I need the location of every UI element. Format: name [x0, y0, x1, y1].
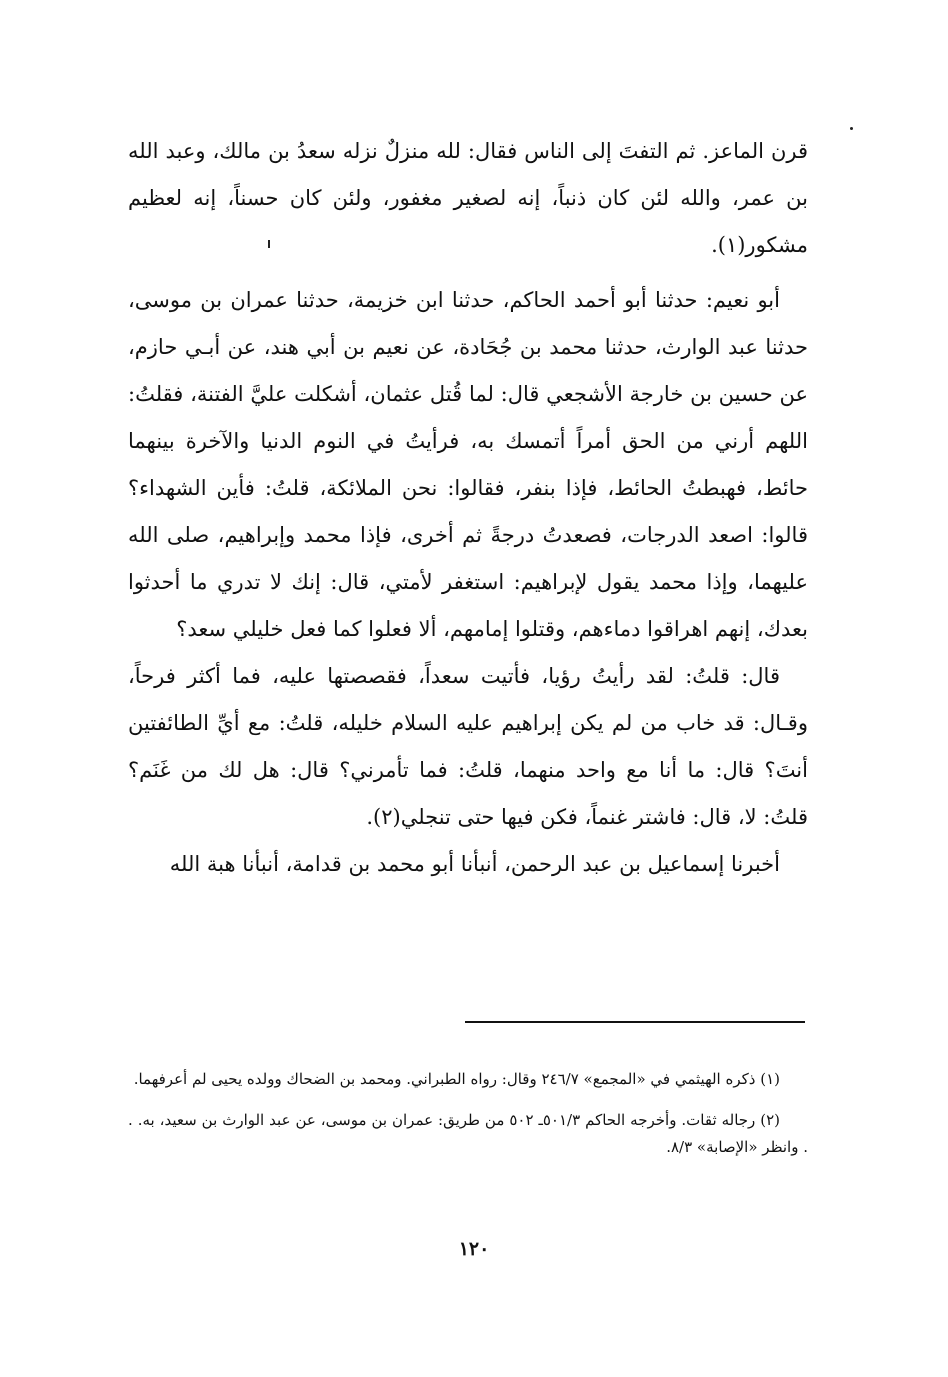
main-text: [128, 128, 808, 888]
footnote-1: (١) ذكره الهيثمي في «المجمع» ٢٤٦/٧ وقال: رواه الطبراني. ومحمد بن الضحاك وولده يحيى لم أعرفهما.: [133, 1070, 780, 1088]
footnotes: [128, 1066, 808, 1175]
paragraph-2: أبو نعيم: حدثنا أبو أحمد الحاكم، حدثنا ابن خزيمة، حدثنا عمران بن موسى، حدثنا عبد الوارث، حدثنا محمد بن جُحَادة، عن نعيم بن أبي هند، عن أبـي حازم، عن حسين بن خارجة الأشجعي قال: لما قُتل عثمان، أشكلت عليَّ الفتنة، فقلتُ: اللهم أرني من الحق أمراً أتمسك به، فرأيتُ في النوم الدنيا والآخرة بينهما حائط، فهبطتُ الحائط، فإذا بنفر، فقالوا: نحن الملائكة، قلتُ: فأين الشهداء؟ قالوا: اصعد الدرجات، فصعدتُ درجةً ثم أخرى، فإذا محمد وإبراهيم، صلى الله عليهما، وإذا محمد يقول لإبراهيم: استغفر لأمتي، قال: إنك لا تدري ما أحدثوا بعدك، إنهم اهراقوا دماءهم، وقتلوا إمامهم، ألا فعلوا كما فعل خليلي سعد؟: [128, 288, 808, 641]
paragraph-3: قال: قلتُ: لقد رأيتُ رؤيا، فأتيت سعداً، فقصصتها عليه، فما أكثر فرحاً، وقـال: قد خاب من لم يكن إبراهيم عليه السلام خليله، قلتُ: مع أيِّ الطائفتين أنتَ؟ قال: ما أنا مع واحد منهما، قلتُ: فما تأمرني؟ قال: هل لك من غَنَم؟ قلتُ: لا، قال: فاشتر غنماً، فكن فيها حتى تنجلي(٢).: [128, 664, 808, 829]
footnote-separator: [465, 1021, 805, 1023]
paragraph-4: أخبرنا إسماعيل بن عبد الرحمن، أنبأنا أبو محمد بن قدامة، أنبأنا هبة الله: [169, 852, 780, 876]
page-number: ١٢٠: [458, 1238, 490, 1260]
paragraph-1: قرن الماعز. ثم التفتَ إلى الناس فقال: لله منزلٌ نزله سعدُ بن مالك، وعبد الله بن عمر، والله لئن كان ذنباً، إنه لصغير مغفور، ولئن كان حسناً، إنه لعظيم مشكور(١).: [128, 139, 808, 257]
scan-speck: [850, 127, 853, 130]
footnote-2: (٢) رجاله ثقات. وأخرجه الحاكم ٥٠١/٣ـ ٥٠٢ من طريق: عمران بن موسى، عن عبد الوارث بن سعيد، به. . . وانظر «الإصابة» ٨/٣.: [128, 1111, 808, 1156]
